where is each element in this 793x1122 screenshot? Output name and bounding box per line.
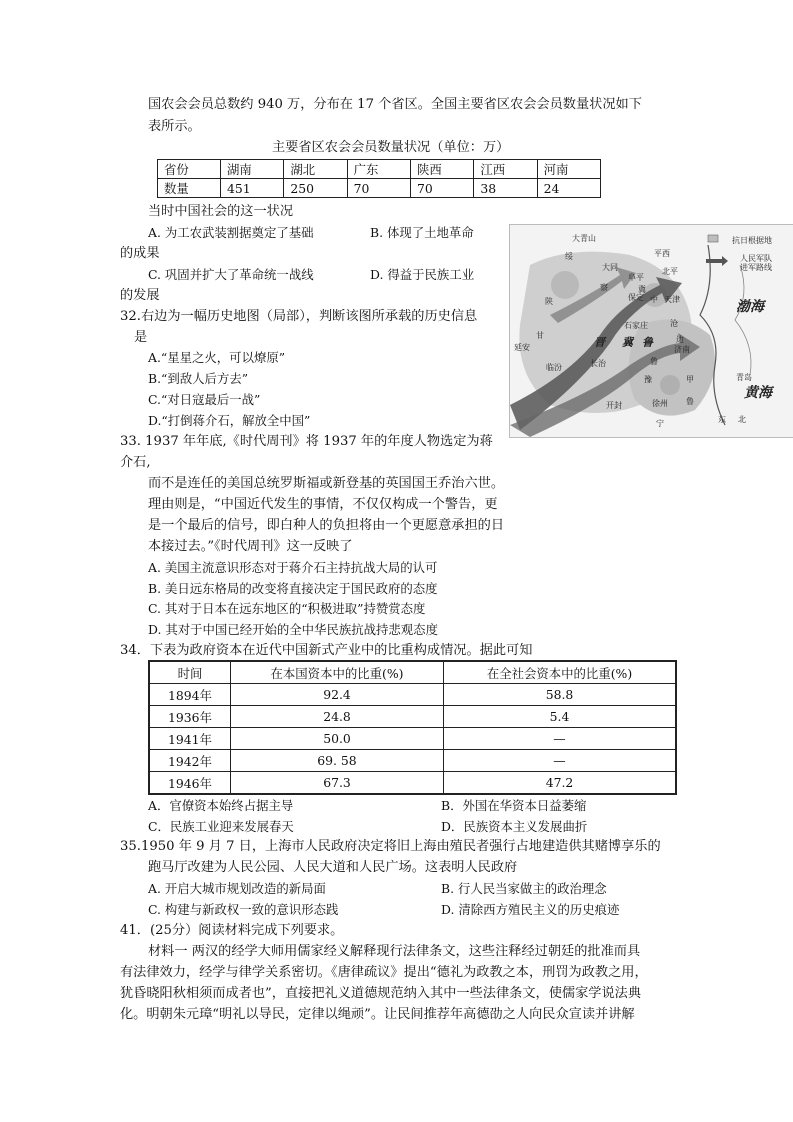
map-place: 绥	[565, 252, 573, 261]
map-place: 沧	[670, 319, 678, 328]
option-c: C. 其对于日本在远东地区的“积极进取”持赞赏态度	[148, 601, 426, 616]
table-header-cell: 在本国资本中的比重(%)	[231, 661, 444, 684]
map-place: 长治	[590, 359, 606, 368]
member-table	[157, 159, 601, 198]
table-cell: 451	[221, 179, 284, 198]
intro-line: 表所示。	[148, 119, 201, 134]
map-place: 冀	[622, 336, 633, 349]
question-stem: 理由则是，“中国近代发生的事情，不仅仅构成一个警告，更	[148, 497, 498, 512]
question-stem: 是一个最后的信号，即白种人的负担将由一个更愿意承担的日	[148, 518, 505, 533]
question-stem: 当时中国社会的这一状况	[148, 204, 294, 219]
table-cell: 湖北	[284, 160, 347, 179]
map-place: 鲁	[686, 397, 694, 406]
table-cell: 1936年	[149, 706, 231, 728]
table-cell: 70	[347, 179, 410, 198]
option-a: A.“星星之火，可以燎原”	[148, 350, 286, 365]
option-c: C.“对日寇最后一战”	[148, 392, 261, 407]
map-place: 天津	[664, 295, 680, 304]
map-place: 中	[650, 295, 658, 304]
map-place: 开封	[606, 401, 622, 410]
table-cell: 1946年	[149, 772, 231, 795]
table-row	[149, 661, 676, 684]
question-stem: 35.1950 年 9 月 7 日，上海市人民政府决定将旧上海由殖民者强行占地建造供其赌博享乐的	[120, 839, 661, 854]
table-cell: 省份	[158, 160, 221, 179]
table-cell: 5.4	[444, 706, 677, 728]
option-continuation: 的成果	[120, 246, 160, 261]
table-cell: 50.0	[231, 728, 444, 750]
map-place: 鲁	[650, 357, 658, 366]
table-cell: 70	[410, 179, 473, 198]
table-cell: 河南	[537, 160, 600, 179]
map-legend-route: 进军路线	[740, 263, 772, 272]
table-cell: 250	[284, 179, 347, 198]
option-d: D.“打倒蒋介石，解放全中国”	[148, 413, 311, 428]
material-text: 犹昏晓阳秋相须而成者也”，直接把礼义道德规范纳入其中一些法律条文，使儒家学说法典	[120, 986, 642, 1001]
question-stem: 是	[134, 330, 148, 345]
map-sea-label: 渤海	[736, 299, 764, 315]
map-place: 宁	[656, 419, 664, 428]
map-place: 石家庄	[624, 321, 648, 330]
option-b: B. 行人民当家做主的政治理念	[441, 881, 607, 896]
table-cell: 24.8	[231, 706, 444, 728]
option-a: A. 为工农武装割据奠定了基础	[148, 225, 314, 240]
option-continuation: 的发展	[120, 288, 160, 303]
table-cell: 湖南	[221, 160, 284, 179]
table-row	[149, 706, 676, 728]
table-row	[149, 728, 676, 750]
question-stem: 本接过去。”《时代周刊》这一反映了	[148, 539, 353, 554]
material-text: 材料一 两汉的经学大师用儒家经义解释现行法律条文，这些注释经过朝廷的批准而具	[148, 944, 641, 959]
table-cell: 1894年	[149, 684, 231, 706]
option-a: A. 开启大城市规划改造的新局面	[148, 881, 326, 896]
map-place: 北	[738, 415, 746, 424]
question-stem: 41．(25分）阅读材料完成下列要求。	[120, 923, 344, 938]
map-place: 边	[676, 335, 684, 344]
map-place: 陕	[545, 297, 553, 306]
map-place: 冀	[638, 285, 646, 294]
table-row	[149, 750, 676, 772]
map-sea-label: 黄海	[744, 385, 772, 401]
map-place: 甘	[536, 331, 544, 340]
intro-line: 国农会会员总数约 940 万，分布在 17 个省区。全国主要省区农会会员数量状况如下	[148, 97, 642, 112]
map-place: 察	[600, 283, 608, 292]
map-place: 北平	[662, 267, 678, 276]
map-place: 青岛	[736, 373, 752, 382]
table-header-cell: 时间	[149, 661, 231, 684]
option-d: D. 得益于民族工业	[370, 267, 475, 282]
option-b: B.“到敌人后方去”	[148, 371, 249, 386]
table-cell: 58.8	[444, 684, 677, 706]
map-place: 济南	[674, 345, 690, 354]
material-text: 化。明朝朱元璋“明礼以导民，定律以绳顽”。让民间推荐年高德劭之人向民众宣读并讲解	[120, 1007, 635, 1022]
table-cell: 1942年	[149, 750, 231, 772]
question-stem: 34．下表为政府资本在近代中国新式产业中的比重构成情况。据此可知	[120, 643, 533, 658]
table-cell: 24	[537, 179, 600, 198]
table-caption: 主要省区农会会员数量状况（单位：万）	[272, 140, 510, 155]
capital-table	[148, 660, 677, 795]
table-cell: 数量	[158, 179, 221, 198]
table-cell: 92.4	[231, 684, 444, 706]
historical-map	[509, 224, 793, 438]
table-cell: 1941年	[149, 728, 231, 750]
option-c: C. 构建与新政权一致的意识形态践	[148, 902, 339, 917]
table-cell: 69. 58	[231, 750, 444, 772]
table-row	[158, 179, 601, 198]
map-place: 临汾	[546, 363, 562, 372]
map-place: 阜平	[628, 273, 644, 282]
option-d: D．民族资本主义发展曲折	[441, 819, 588, 834]
material-text: 有法律效力，经学与律学关系密切。《唐律疏议》提出“德礼为政教之本，刑罚为政教之用，	[120, 965, 648, 980]
option-b: B. 美日远东格局的改变将直接决定于国民政府的态度	[148, 581, 438, 596]
table-cell: —	[444, 728, 677, 750]
table-row	[149, 684, 676, 706]
map-place: 平西	[654, 249, 670, 258]
option-a: A. 美国主流意识形态对于蒋介石主持抗战大局的认可	[148, 560, 438, 575]
table-cell: 47.2	[444, 772, 677, 795]
option-b: B. 体现了土地革命	[370, 225, 474, 240]
map-place: 甲	[686, 375, 694, 384]
question-stem: 跑马厅改建为人民公园、人民大道和人民广场。这表明人民政府	[148, 860, 518, 875]
table-cell: 江西	[474, 160, 537, 179]
table-cell: 38	[474, 179, 537, 198]
map-place: 晋	[594, 336, 605, 349]
map-place: 东	[718, 415, 726, 424]
table-cell: 广东	[347, 160, 410, 179]
map-place: 豫	[644, 375, 652, 384]
table-cell: 67.3	[231, 772, 444, 795]
map-place: 保定	[628, 293, 644, 302]
table-cell: 陕西	[410, 160, 473, 179]
question-stem: 32.右边为一幅历史地图（局部），判断该图所承载的历史信息	[120, 309, 478, 324]
option-c: C. 巩固并扩大了革命统一战线	[148, 267, 314, 282]
map-place: 大同	[602, 263, 618, 272]
table-row	[149, 772, 676, 795]
map-place: 鲁	[642, 336, 653, 349]
table-cell: —	[444, 750, 677, 772]
map-place: 延安	[514, 343, 530, 352]
option-d: D. 其对于中国已经开始的全中华民族抗战持悲观态度	[148, 622, 438, 637]
option-a: A．官僚资本始终占据主导	[148, 798, 294, 813]
map-legend-base: 抗日根据地	[732, 236, 772, 245]
map-place: 徐州	[652, 399, 668, 408]
question-stem: 而不是连任的美国总统罗斯福或新登基的英国国王乔治六世。	[148, 476, 505, 491]
question-stem: 介石,	[120, 455, 151, 470]
option-d: D. 清除西方殖民主义的历史痕迹	[441, 902, 620, 917]
map-legend-route: 人民军队	[740, 254, 772, 263]
question-stem: 33. 1937 年年底,《时代周刊》将 1937 年的年度人物选定为蒋	[120, 434, 493, 449]
map-place: 大青山	[572, 234, 596, 243]
option-b: B．外国在华资本日益萎缩	[441, 798, 587, 813]
option-c: C．民族工业迎来发展春天	[148, 819, 294, 834]
table-row	[158, 160, 601, 179]
table-header-cell: 在全社会资本中的比重(%)	[444, 661, 677, 684]
